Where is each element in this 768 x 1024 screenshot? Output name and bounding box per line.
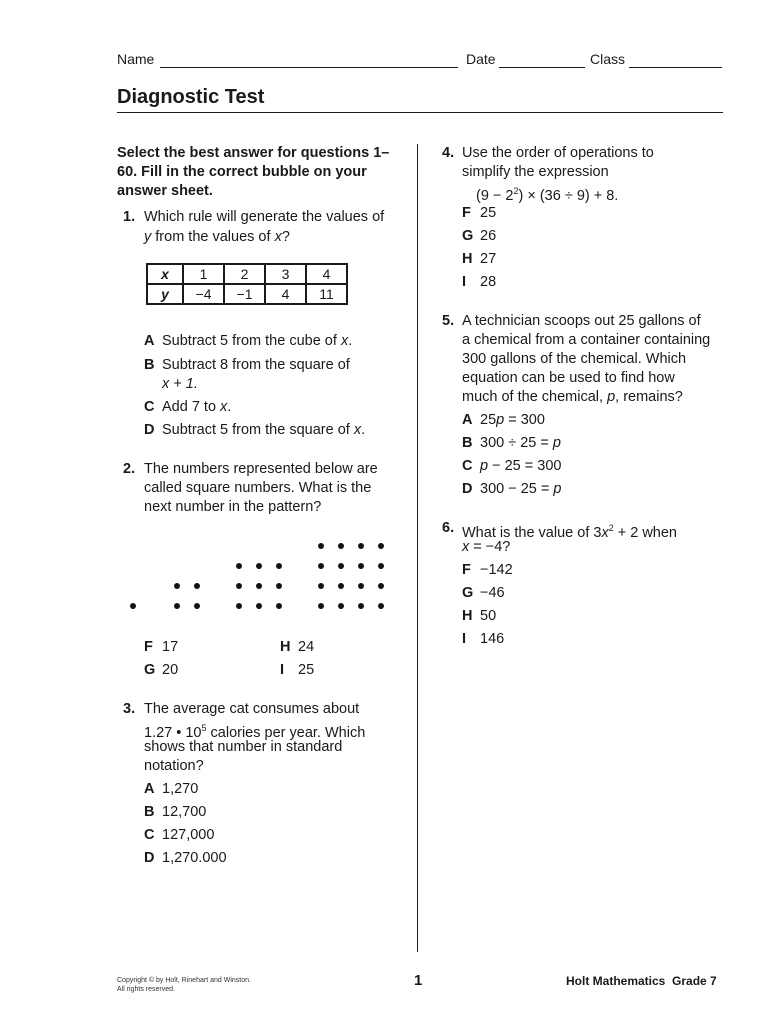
- name-field-line[interactable]: [160, 67, 458, 68]
- question-number: 1.: [123, 209, 136, 225]
- pattern-dot: [276, 583, 282, 589]
- option-a[interactable]: A Subtract 5 from the cube of x.: [144, 333, 353, 349]
- question-text: The average cat consumes about: [144, 701, 360, 717]
- option-a[interactable]: A 25p = 300: [462, 412, 545, 428]
- question-text: 1.27 • $10^5$ calories per year. Which: [144, 723, 366, 741]
- pattern-dot: [256, 603, 262, 609]
- option-f[interactable]: F −142: [462, 562, 513, 578]
- pattern-dot: [358, 603, 364, 609]
- pattern-dot: [194, 603, 200, 609]
- pattern-dot: [236, 603, 242, 609]
- pattern-dot: [276, 563, 282, 569]
- question-text: a chemical from a container containing: [462, 332, 711, 348]
- column-divider: [417, 144, 418, 952]
- option-g[interactable]: G 20: [144, 662, 179, 678]
- table-cell: −1: [224, 284, 265, 304]
- question-number: 4.: [442, 145, 455, 161]
- pattern-dot: [338, 563, 344, 569]
- option-d[interactable]: D 300 − 25 = p: [462, 481, 562, 497]
- xy-table: [146, 263, 348, 305]
- table-row-x: [147, 264, 347, 284]
- table-cell: −4: [183, 284, 224, 304]
- option-g[interactable]: G 26: [462, 228, 497, 244]
- table-cell: 3: [265, 264, 306, 284]
- pattern-dot: [378, 543, 384, 549]
- pattern-dot: [194, 583, 200, 589]
- question-text: next number in the pattern?: [144, 499, 322, 515]
- page-number: 1: [414, 972, 423, 989]
- pattern-dot: [256, 563, 262, 569]
- question-text: simplify the expression: [462, 164, 609, 180]
- date-label: Date: [466, 51, 496, 67]
- pattern-dot: [318, 603, 324, 609]
- pattern-dot: [276, 603, 282, 609]
- option-i[interactable]: I 28: [462, 274, 497, 290]
- pattern-dot: [318, 583, 324, 589]
- pattern-dot: [338, 543, 344, 549]
- pattern-dot: [174, 603, 180, 609]
- question-text: 300 gallons of the chemical. Which: [462, 351, 687, 367]
- name-label: Name: [117, 51, 155, 67]
- pattern-dot: [358, 563, 364, 569]
- option-b[interactable]: B Subtract 8 from the square of x + 1.: [144, 357, 350, 392]
- question-text: Which rule will generate the values of: [144, 209, 385, 225]
- question-text: shows that number in standard: [144, 739, 343, 755]
- pattern-dot: [256, 583, 262, 589]
- option-i[interactable]: I 25: [280, 662, 315, 678]
- question-number: 2.: [123, 461, 136, 477]
- table-header-x: x: [147, 264, 183, 284]
- question-text: What is the value of $3x^2 + 2$ when: [462, 523, 677, 541]
- table-cell: 1: [183, 264, 224, 284]
- pattern-dot: [358, 543, 364, 549]
- option-a[interactable]: A 1,270: [144, 781, 199, 797]
- pattern-dot: [318, 563, 324, 569]
- option-c[interactable]: C 127,000: [144, 827, 215, 843]
- question-number: 5.: [442, 313, 455, 329]
- option-f[interactable]: F 25: [462, 205, 497, 221]
- pattern-dot: [338, 603, 344, 609]
- pattern-dot: [358, 583, 364, 589]
- option-h[interactable]: H 50: [462, 608, 497, 624]
- option-c[interactable]: C Add 7 to x.: [144, 399, 232, 415]
- option-f[interactable]: F 17: [144, 639, 179, 655]
- title-rule: [117, 112, 723, 113]
- question-text: Use the order of operations to: [462, 145, 654, 161]
- table-header-y: y: [147, 284, 183, 304]
- pattern-dot: [236, 563, 242, 569]
- class-label: Class: [590, 51, 626, 67]
- pattern-dot: [318, 543, 324, 549]
- pattern-dot: [378, 603, 384, 609]
- question-text: much of the chemical, p, remains?: [462, 389, 683, 405]
- instructions: Select the best answer for questions 1–60. Fill in the correct bubble on your answer sheet.: [117, 145, 390, 199]
- option-c[interactable]: C p − 25 = 300: [462, 458, 562, 474]
- pattern-dot: [236, 583, 242, 589]
- table-cell: 11: [306, 284, 347, 304]
- table-row-y: [147, 284, 347, 304]
- table-cell: 4: [265, 284, 306, 304]
- question-text: y from the values of x?: [144, 229, 290, 245]
- table-cell: 2: [224, 264, 265, 284]
- pattern-dot: [378, 583, 384, 589]
- question-number: 3.: [123, 701, 136, 717]
- option-b[interactable]: B 12,700: [144, 804, 207, 820]
- option-h[interactable]: H 27: [462, 251, 497, 267]
- pattern-dot: [130, 603, 136, 609]
- question-text: x = −4?: [462, 539, 511, 555]
- option-b[interactable]: B 300 ÷ 25 = p: [462, 435, 561, 451]
- book-title: Holt Mathematics Grade 7: [566, 974, 717, 988]
- date-field-line[interactable]: [499, 67, 585, 68]
- question-text: equation can be used to find how: [462, 370, 675, 386]
- pattern-dot: [174, 583, 180, 589]
- question-text: notation?: [144, 758, 204, 774]
- question-text: The numbers represented below are: [144, 461, 378, 477]
- question-text: A technician scoops out 25 gallons of: [462, 313, 701, 329]
- table-cell: 4: [306, 264, 347, 284]
- page-title: Diagnostic Test: [117, 86, 265, 108]
- option-d[interactable]: D Subtract 5 from the square of x.: [144, 422, 366, 438]
- option-h[interactable]: H 24: [280, 639, 315, 655]
- pattern-dot: [338, 583, 344, 589]
- class-field-line[interactable]: [629, 67, 722, 68]
- copyright: Copyright © by Holt, Rinehart and Winston. All rights reserved.: [117, 977, 251, 993]
- pattern-dot: [378, 563, 384, 569]
- question-number: 6.: [442, 520, 455, 536]
- expression: $(9 - 2^2) \times (36 \div 9) + 8$.: [476, 186, 619, 204]
- question-text: called square numbers. What is the: [144, 480, 372, 496]
- option-g[interactable]: G −46: [462, 585, 505, 601]
- option-i[interactable]: I 146: [462, 631, 505, 647]
- option-d[interactable]: D 1,270.000: [144, 850, 227, 866]
